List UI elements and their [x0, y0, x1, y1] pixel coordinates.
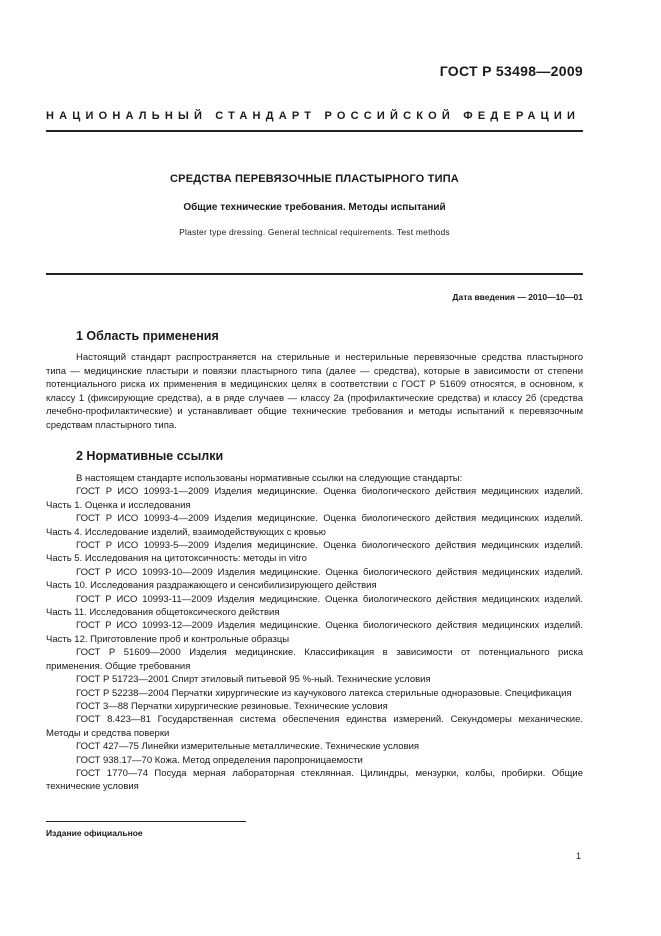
reference-item: ГОСТ Р ИСО 10993-5—2009 Изделия медицинские. Оценка биологического действия медицинских изделий. Часть 5. Исследования на цитотоксичность: методы in vitro	[46, 540, 583, 565]
reference-item: ГОСТ 1770—74 Посуда мерная лабораторная стеклянная. Цилиндры, мензурки, колбы, пробирки. Общие технические условия	[46, 767, 583, 793]
reference-item: ГОСТ Р 52238—2004 Перчатки хирургические из каучукового латекса стерильные одноразовые. Спецификация	[76, 687, 572, 699]
reference-item: ГОСТ 427—75 Линейки измерительные металлические. Технические условия	[76, 741, 420, 753]
reference-item: ГОСТ 8.423—81 Государственная система обеспечения единства измерений. Секундомеры механические. Методы и средства поверки	[46, 714, 583, 739]
reference-item: ГОСТ Р ИСО 10993-12—2009 Изделия медицинские. Оценка биологического действия медицинских изделий. Часть 12. Приготовление проб и контрольные образцы	[46, 620, 583, 645]
header-divider	[46, 130, 583, 132]
national-standard-header: НАЦИОНАЛЬНЫЙ СТАНДАРТ РОССИЙСКОЙ ФЕДЕРАЦИИ	[46, 110, 581, 122]
title-divider	[46, 273, 583, 275]
document-title-english: Plaster type dressing. General technical requirements. Test methods	[179, 227, 450, 237]
section-heading-scope: 1 Область применения	[76, 329, 219, 343]
standard-number: ГОСТ Р 53498—2009	[439, 63, 583, 79]
scope-paragraph: Настоящий стандарт распространяется на стерильные и нестерильные перевязочные средства пластырного типа — медицинские пластыри и повязки пластырного типа (далее — средства), которые в зависимости от степени потенциального риска их применения в медицинских целях в соответствии с ГОСТ Р 51609 относятся, в основном, к классу 1 (фиксирующие средства), а в ряде случаев — классу 2а (профилактические средства) и классу 2б (средства лечебно-профилактические) и устанавливает общие технические требования и методы испытаний к перевязочным средствам пластырного типа.	[46, 352, 583, 431]
reference-item: ГОСТ Р ИСО 10993-4—2009 Изделия медицинские. Оценка биологического действия медицинских изделий. Часть 4. Исследование изделий, взаимодействующих с кровью	[46, 513, 583, 538]
references-intro: В настоящем стандарте использованы нормативные ссылки на следующие стандарты:	[76, 473, 463, 484]
footer-divider	[46, 821, 246, 822]
reference-item: ГОСТ Р 51723—2001 Спирт этиловый питьевой 95 %-ный. Технические условия	[76, 674, 431, 686]
section-heading-references: 2 Нормативные ссылки	[76, 449, 224, 463]
page-number: 1	[575, 851, 581, 861]
reference-item: ГОСТ Р ИСО 10993-11—2009 Изделия медицинские. Оценка биологического действия медицинских изделий. Часть 11. Исследования общетоксического действия	[46, 593, 583, 619]
document-subtitle: Общие технические требования. Методы испытаний	[183, 202, 446, 213]
document-title: СРЕДСТВА ПЕРЕВЯЗОЧНЫЕ ПЛАСТЫРНОГО ТИПА	[170, 173, 459, 185]
reference-item: ГОСТ 3—88 Перчатки хирургические резиновые. Технические условия	[76, 700, 388, 712]
reference-item: ГОСТ Р ИСО 10993-1—2009 Изделия медицинские. Оценка биологического действия медицинских изделий. Часть 1. Оценка и исследования	[46, 486, 583, 511]
reference-item: ГОСТ Р 51609—2000 Изделия медицинские. Классификация в зависимости от потенциального риска применения. Общие требования	[46, 647, 583, 672]
edition-label: Издание официальное	[46, 828, 143, 838]
reference-item: ГОСТ Р ИСО 10993-10—2009 Изделия медицинские. Оценка биологического действия медицинских изделий. Часть 10. Исследования раздражающего и сенсибилизирующего действия	[46, 566, 583, 592]
effective-date: Дата введения — 2010—10—01	[452, 292, 583, 302]
normative-references	[46, 472, 583, 794]
reference-item: ГОСТ 938.17—70 Кожа. Метод определения паропроницаемости	[76, 754, 363, 766]
